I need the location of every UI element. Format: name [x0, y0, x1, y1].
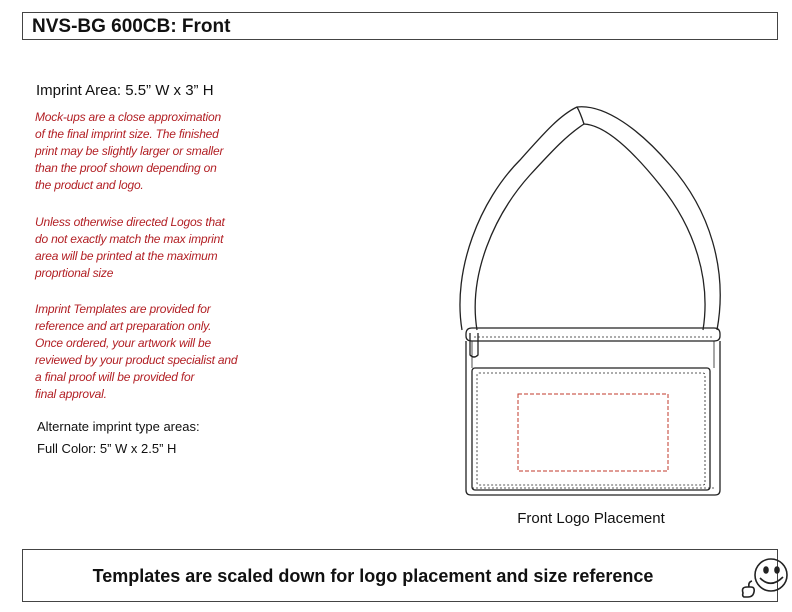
note-line: than the proof shown depending on [35, 161, 217, 175]
note-line: Mock-ups are a close approximation [35, 110, 221, 124]
footer-box [22, 549, 778, 602]
template-note [35, 301, 275, 403]
note-line: proprtional size [35, 266, 114, 280]
note-line: do not exactly match the max imprint [35, 232, 224, 246]
note-line: of the final imprint size. The finished [35, 127, 219, 141]
note-line: the product and logo. [35, 178, 144, 192]
imprint-area-box [518, 394, 668, 471]
front-logo-placement-caption: Front Logo Placement [517, 510, 665, 527]
note-line: Unless otherwise directed Logos that [35, 215, 225, 229]
note-line: final approval. [35, 387, 107, 401]
full-color-imprint-size: Full Color: 5” W x 2.5” H [37, 441, 177, 456]
footer-text: Templates are scaled down for logo placement and size reference [92, 566, 654, 586]
note-line: print may be slightly larger or smaller [35, 144, 224, 158]
front-pocket [472, 368, 710, 490]
note-line: reference and art preparation only. [35, 319, 212, 333]
smiley-icon [727, 557, 792, 601]
page-title: NVS-BG 600CB: Front [32, 16, 231, 37]
strap-inner [475, 124, 705, 330]
note-line: a final proof will be provided for [35, 370, 195, 384]
imprint-area-label: Imprint Area: 5.5” W x 3” H [36, 82, 214, 99]
alternate-imprint-label: Alternate imprint type areas: [37, 419, 200, 434]
zipper-band [466, 328, 720, 341]
logo-sizing-note [35, 214, 275, 282]
note-line: reviewed by your product specialist and [35, 353, 238, 367]
mockup-note [35, 109, 275, 194]
bag-illustration [440, 95, 750, 505]
bag-body [466, 341, 720, 495]
note-line: Imprint Templates are provided for [35, 302, 211, 316]
title-box [22, 12, 778, 40]
note-line: area will be printed at the maximum [35, 249, 218, 263]
note-line: Once ordered, your artwork will be [35, 336, 211, 350]
